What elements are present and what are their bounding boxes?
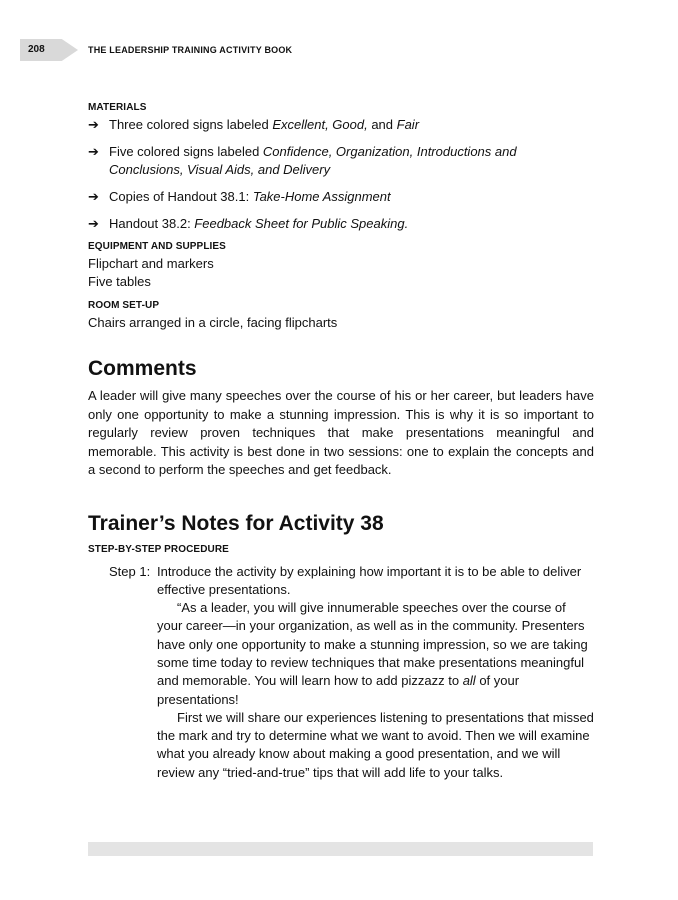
list-item: ➔ Five colored signs labeled Confidence, Organization, Introductions and Conclusions, Visual Aids, and Delivery: [88, 144, 517, 177]
step-quote: “As a leader, you will give innumerable speeches over the course of your career—in your organization, as well as in the community. Presenters have only one opportunity to make a stunning impression, so we are taking some time today to review techniques that make presentations meaningful and memorable. You will learn how to add pizzazz to all of your presentations!: [157, 600, 588, 707]
materials-label: MATERIALS: [88, 102, 147, 113]
room-setup-label: ROOM SET-UP: [88, 300, 160, 311]
page-number: 208: [28, 44, 45, 55]
trainer-notes-heading: Trainer’s Notes for Activity 38: [88, 511, 384, 535]
arrow-bullet-icon: ➔: [88, 189, 99, 204]
comments-heading: Comments: [88, 357, 197, 380]
list-item: ➔ Handout 38.2: Feedback Sheet for Public Speaking.: [88, 216, 409, 231]
comments-body: A leader will give many speeches over the course of his or her career, but leaders have only one opportunity to make a stunning impression. This is why it is so important to regularly review proven techniques that make presentations meaningful and memorable. This activity is best done in two sessions: one to explain the concepts and a second to perform the speeches and get feedback.: [88, 388, 594, 477]
arrow-bullet-icon: ➔: [88, 144, 99, 159]
step-label: Step 1:: [109, 563, 151, 579]
equipment-line: Five tables: [88, 274, 151, 289]
step-intro: Introduce the activity by explaining how important it is to be able to deliver effective presentations.: [157, 563, 582, 597]
footer-bar: [88, 842, 593, 856]
running-header: THE LEADERSHIP TRAINING ACTIVITY BOOK: [88, 45, 293, 55]
step-paragraph: First we will share our experiences listening to presentations that missed the mark and try to determine what we want to avoid. Then we will examine what you already know about making a good presentation, and we will review any “tried-and-true” tips that will add life to your talks.: [157, 709, 594, 780]
equipment-label: EQUIPMENT AND SUPPLIES: [88, 241, 226, 252]
equipment-line: Flipchart and markers: [88, 256, 214, 271]
page-content: [88, 102, 594, 782]
list-item: ➔ Three colored signs labeled Excellent, Good, and Fair: [88, 117, 420, 132]
room-setup-text: Chairs arranged in a circle, facing flipcharts: [88, 315, 338, 330]
materials-list: [88, 116, 594, 233]
step-1: [88, 563, 594, 783]
list-item: ➔ Copies of Handout 38.1: Take-Home Assignment: [88, 189, 391, 204]
procedure-label: STEP-BY-STEP PROCEDURE: [88, 543, 229, 555]
arrow-bullet-icon: ➔: [88, 216, 99, 231]
arrow-bullet-icon: ➔: [88, 117, 99, 132]
